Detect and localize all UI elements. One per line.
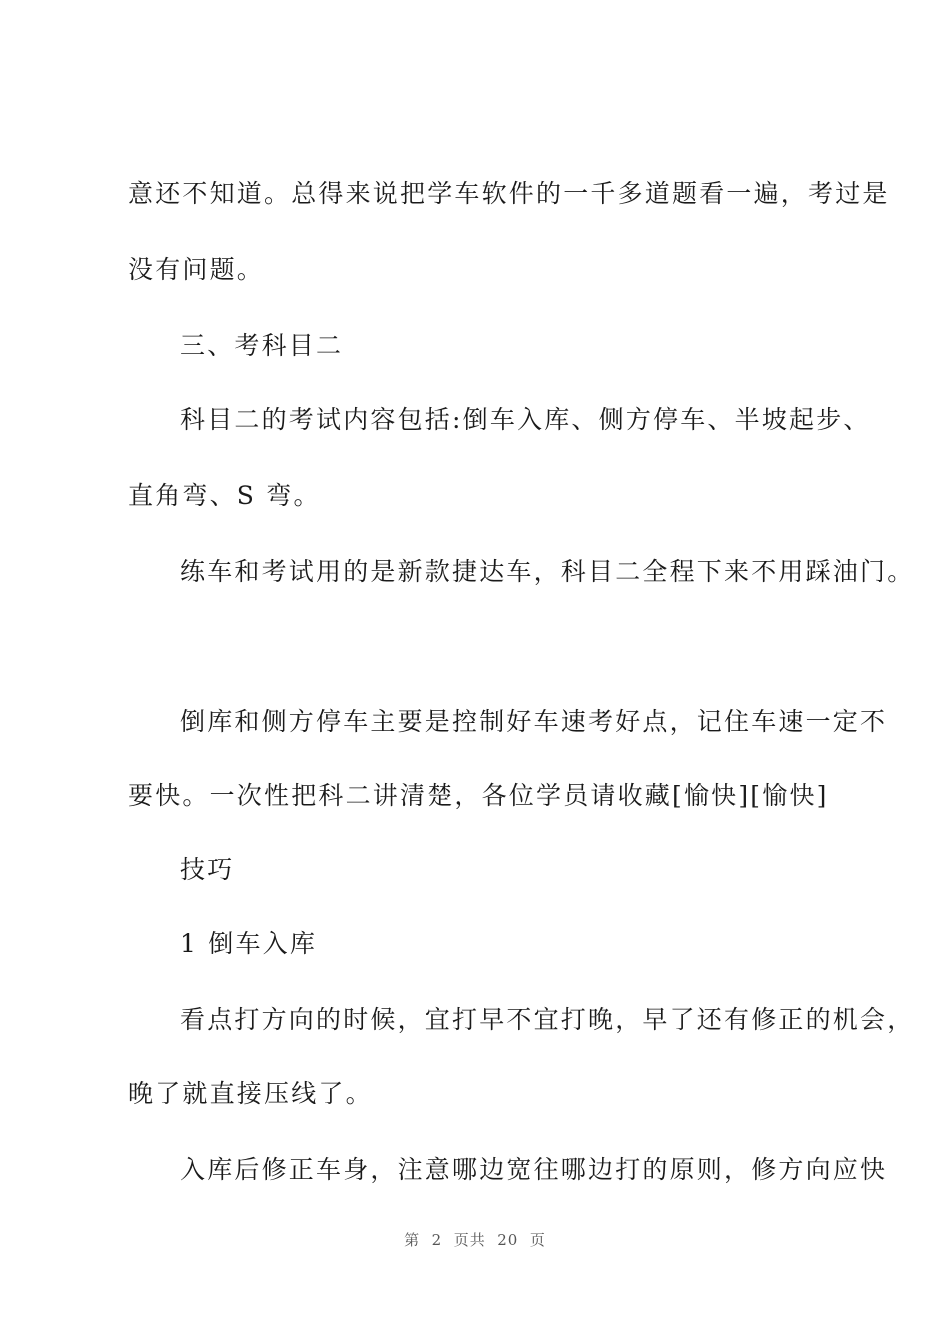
paragraph-line: 要快。一次性把科二讲清楚，各位学员请收藏[愉快][愉快] — [128, 781, 829, 810]
section-heading: 三、考科目二 — [180, 331, 344, 360]
paragraph-line: 意还不知道。总得来说把学车软件的一千多道题看一遍，考过是 — [128, 179, 890, 208]
paragraph-line: 看点打方向的时候，宜打早不宜打晚，早了还有修正的机会， — [180, 1005, 915, 1034]
subheading: 技巧 — [180, 855, 235, 884]
paragraph-line: 科目二的考试内容包括:倒车入库、侧方停车、半坡起步、 — [180, 405, 871, 434]
paragraph-line: 倒库和侧方停车主要是控制好车速考好点，记住车速一定不 — [180, 707, 888, 736]
paragraph-line: 晚了就直接压线了。 — [128, 1079, 373, 1108]
paragraph-line: 练车和考试用的是新款捷达车，科目二全程下来不用踩油门。 — [180, 557, 915, 586]
paragraph-line: 没有问题。 — [128, 255, 265, 284]
subheading: 1 倒车入库 — [180, 929, 318, 958]
paragraph-line: 直角弯、S 弯。 — [128, 481, 321, 510]
page-number-footer: 第 2 页共 20 页 — [404, 1231, 546, 1249]
paragraph-line: 入库后修正车身，注意哪边宽往哪边打的原则，修方向应快 — [180, 1155, 888, 1184]
